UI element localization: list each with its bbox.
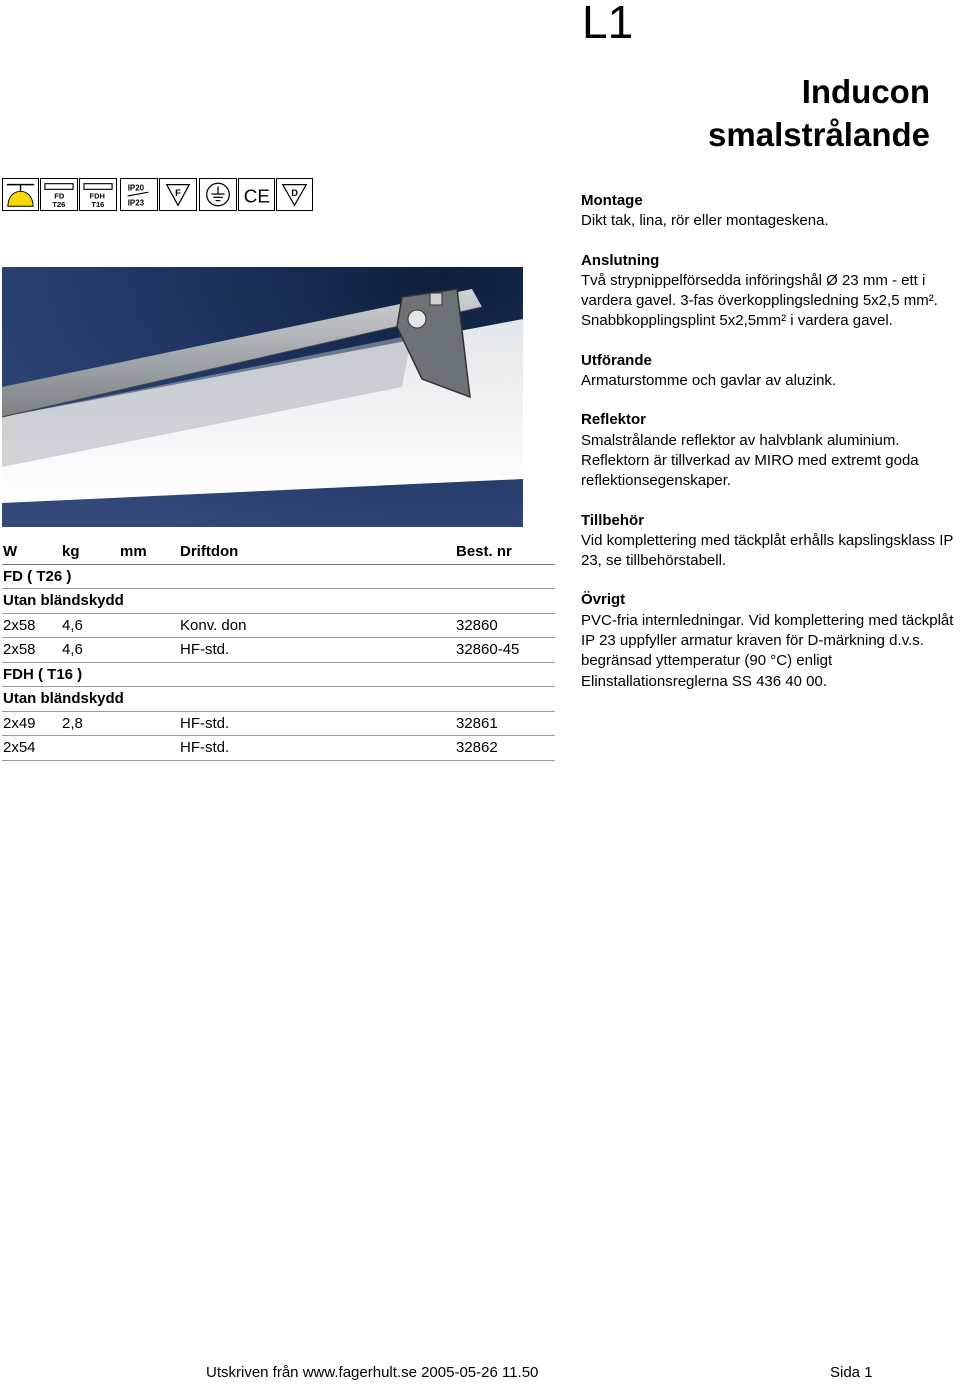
section-heading: Anslutning [581,251,660,269]
cell-kg: 4,6 [62,641,83,658]
table-row [2,712,555,737]
section-heading: Reflektor [581,411,647,429]
spec-table [2,540,555,761]
ip-rating-icon [120,178,158,211]
d-mark-label: D [291,186,298,198]
fd-label: FD [54,191,65,201]
ceiling-mount-lamp-icon [2,178,39,211]
header-kg: kg [62,543,80,560]
section-text: Vid komplettering med täckplåt erhålls kapslingsklass IP 23, se tillbehörstabell. [581,531,954,570]
group-title [2,565,555,590]
section-heading: Övrigt [581,591,626,609]
ce-label: CE [243,185,270,207]
section-text: PVC-fria internledningar. Vid komplettering med täckplåt IP 23 uppfyller armatur kraven för D-märkning d.v.s. begränsad yttemperatur (90 °C) enligt Elinstallationsreglerna SS 436 40 00. [581,611,954,690]
section-montage [581,191,956,232]
section-heading: Tillbehör [581,511,645,529]
section-ovrigt [581,590,956,691]
section-tillbehor [581,511,956,572]
t16-label: T16 [91,200,105,210]
ip23-label: IP23 [127,198,145,208]
ground-symbol-icon [199,178,237,211]
page-code: L1 [582,0,634,48]
cell-kg: 4,6 [62,616,83,634]
group-subtitle [2,687,555,712]
section-text: Smalstrålande reflektor av halvblank aluminium. Reflektorn är tillverkad av MIRO med extremt goda reflektionsegenskaper. [581,431,919,490]
product-title-line1: Inducon [801,73,930,110]
group-title [2,663,555,688]
group-title-text: FDH ( T16 ) [3,665,83,683]
cell-driver: Konv. don [180,616,247,634]
printed-from: Utskriven från www.fagerhult.se 2005-05-26 11.50 [206,1364,539,1381]
group-title-text: FD ( T26 ) [3,567,72,585]
product-title [530,70,930,156]
cell-order-nr: 32861 [456,714,498,732]
page-number: Sida 1 [830,1364,873,1381]
f-mark-label: F [175,186,181,198]
cell-order-nr: 32860 [456,616,498,634]
table-row [2,736,555,761]
section-heading: Utförande [581,351,652,369]
ip20-label: IP20 [127,183,145,193]
cell-w: 2x54 [3,739,36,756]
header-w: W [3,543,18,560]
cell-order-nr: 32860-45 [456,641,520,658]
product-photo [2,267,523,527]
section-text: Armaturstomme och gavlar av aluzink. [581,372,837,390]
section-text: Dikt tak, lina, rör eller montageskena. [581,212,829,230]
group-subtitle-text: Utan bländskydd [3,592,124,609]
t26-label: T26 [52,200,66,210]
section-text: Två strypnippelförsedda införingshål Ø 23 mm - ett i vardera gavel. 3-fas överkopplingsledning 5x2,5 mm². Snabbkopplingsplint 5x2,5mm² i vardera gavel. [581,271,938,330]
cell-w: 2x49 [3,714,36,732]
cell-driver: HF-std. [180,714,230,732]
product-title-line2: smalstrålande [708,116,930,153]
section-heading: Montage [581,192,643,209]
description [581,191,956,711]
ce-mark-icon [238,178,275,211]
section-utforande [581,351,956,392]
d-mark-icon [276,178,313,211]
fdh-t16-lamp-icon [79,178,117,211]
group-subtitle-text: Utan bländskydd [3,690,124,707]
header-mm: mm [120,543,147,560]
spec-table-header [2,540,555,565]
fd-t26-lamp-icon [40,178,78,211]
cell-order-nr: 32862 [456,739,498,756]
table-row [2,638,555,663]
cell-driver: HF-std. [180,739,230,756]
cell-w: 2x58 [3,616,36,634]
table-row [2,614,555,639]
group-subtitle [2,589,555,614]
header-order-nr: Best. nr [456,543,512,560]
header-driver: Driftdon [180,543,239,560]
cell-driver: HF-std. [180,641,230,658]
fdh-label: FDH [89,191,105,201]
cell-kg: 2,8 [62,714,83,732]
section-reflektor [581,410,956,491]
section-anslutning [581,251,956,332]
f-mark-icon [159,178,197,211]
cell-w: 2x58 [3,641,36,658]
